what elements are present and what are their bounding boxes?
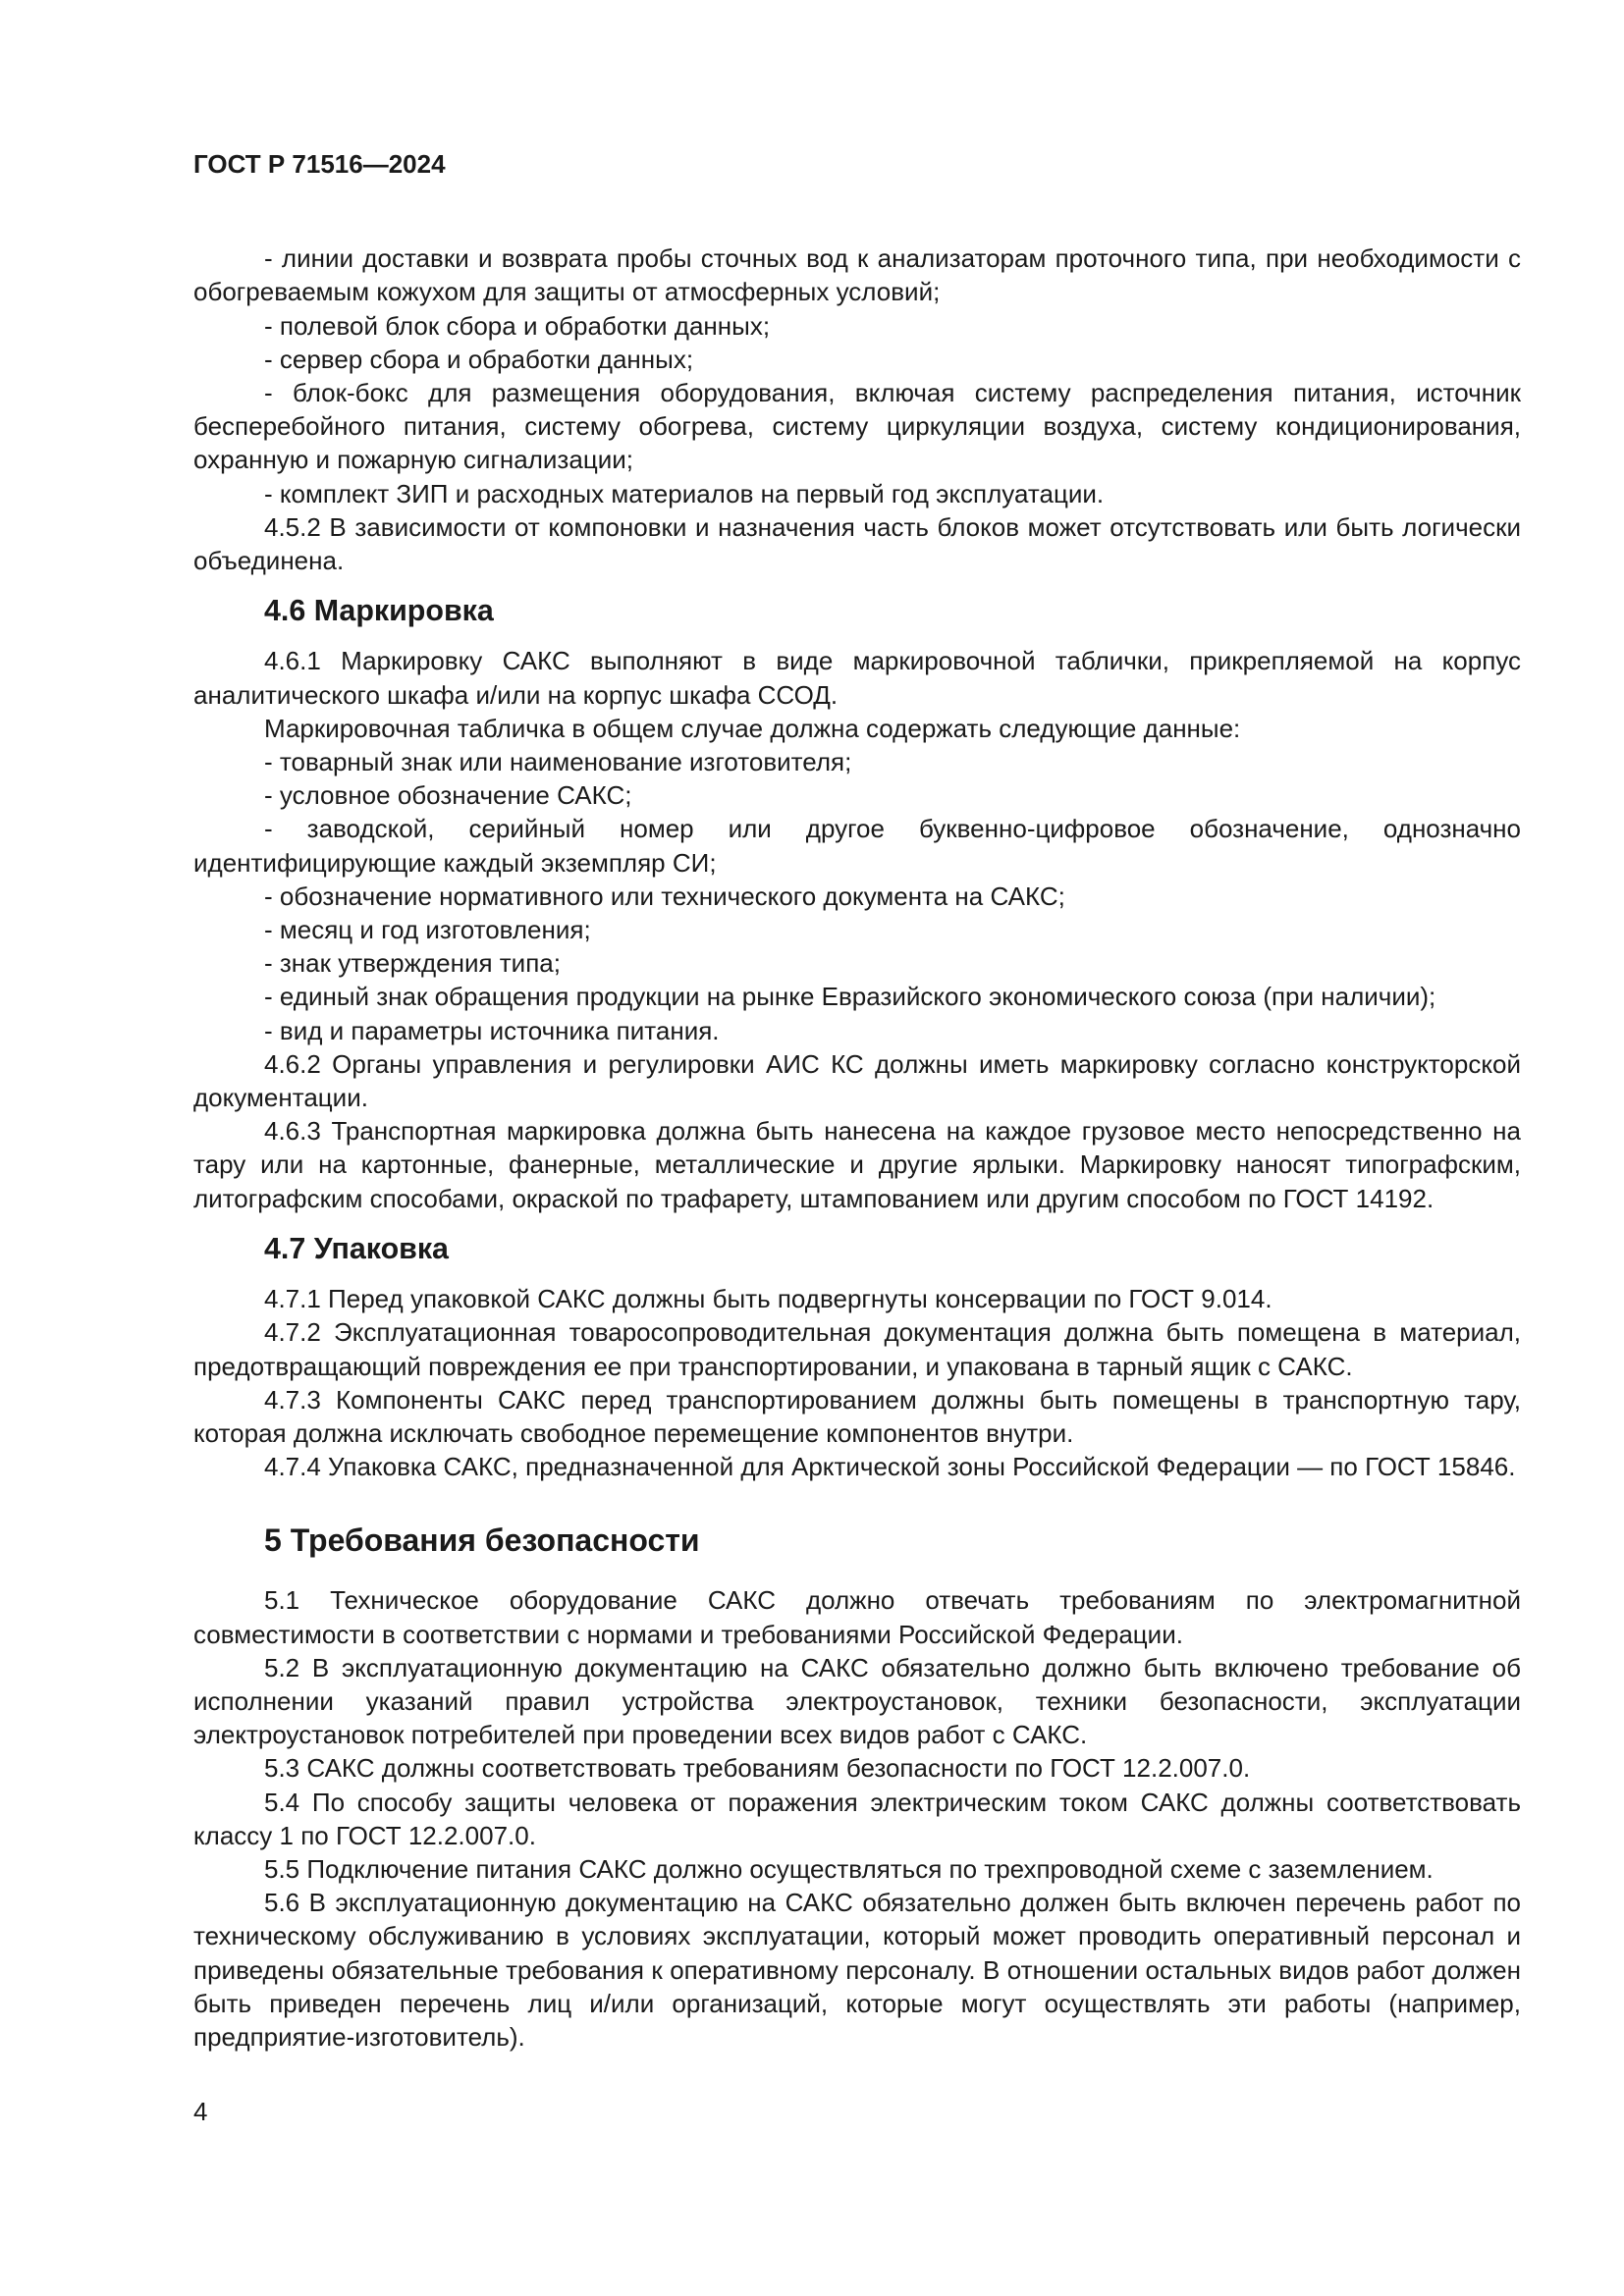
document-code: ГОСТ Р 71516—2024 [193, 149, 446, 179]
paragraph-4-6-3: 4.6.3 Транспортная маркировка должна быть нанесена на каждое грузовое место непосредственно на тару или на картонные, фанерные, металлические и другие ярлыки. Маркировку наносят типографским, литографским способами, окраской по трафарету, штампованием или другим способом по ГОСТ 14192. [193, 1116, 1521, 1213]
list-item: - полевой блок сбора и обработки данных; [264, 310, 771, 341]
list-item: - обозначение нормативного или технического документа на САКС; [264, 881, 1065, 911]
paragraph: Маркировочная табличка в общем случае должна содержать следующие данные: [264, 713, 1241, 743]
paragraph-5-2: 5.2 В эксплуатационную документацию на САКС обязательно должно быть включено требование об исполнении указаний правил устройства электроустановок, техники безопасности, эксплуатации электроустановок потребителей при проведении всех видов работ с САКС. [193, 1652, 1521, 1750]
paragraph-5-1: 5.1 Техническое оборудование САКС должно отвечать требованиям по электромагнитной совместимости в соответствии с нормами и требованиями Российской Федерации. [193, 1585, 1521, 1649]
subsection-heading-4-7: 4.7 Упаковка [264, 1231, 449, 1265]
paragraph-4-7-4: 4.7.4 Упаковка САКС, предназначенной для Арктической зоны Российской Федерации — по ГОСТ 15846. [264, 1452, 1516, 1482]
paragraph-4-7-3: 4.7.3 Компоненты САКС перед транспортированием должны быть помещены в транспортную тару, которая должна исключать свободное перемещение компонентов внутри. [193, 1384, 1521, 1448]
list-item: - комплект ЗИП и расходных материалов на первый год эксплуатации. [264, 478, 1105, 508]
section-heading-5: 5 Требования безопасности [264, 1522, 700, 1559]
list-item: - сервер сбора и обработки данных; [264, 344, 694, 374]
paragraph-5-6: 5.6 В эксплуатационную документацию на САКС обязательно должен быть включен перечень работ по техническому обслуживанию в условиях эксплуатации, который может проводить оперативный персонал и приведены обязательные требования к оперативному персоналу. В отношении остальных видов работ должен быть приведен перечень лиц и/или организаций, которые могут осуществлять эти работы (например, предприятие-изготовитель). [193, 1888, 1521, 2052]
paragraph-4-7-1: 4.7.1 Перед упаковкой САКС должны быть подвергнуты консервации по ГОСТ 9.014. [264, 1284, 1272, 1314]
list-item: - месяц и год изготовления; [264, 915, 591, 945]
list-item: - единый знак обращения продукции на рынке Евразийского экономического союза (при наличии); [264, 982, 1436, 1012]
paragraph-5-5: 5.5 Подключение питания САКС должно осуществляться по трехпроводной схеме с заземлением. [264, 1853, 1434, 1884]
paragraph-4-6-2: 4.6.2 Органы управления и регулировки АИС КС должны иметь маркировку согласно конструкторской документации. [193, 1048, 1521, 1113]
paragraph-4-5-2: 4.5.2 В зависимости от компоновки и назначения часть блоков может отсутствовать или быть логически объединена. [193, 511, 1521, 576]
document-page [193, 147, 1521, 2054]
subsection-4-7 [193, 1282, 1521, 1483]
page-number: 4 [193, 2097, 208, 2126]
paragraph-4-6-1: 4.6.1 Маркировку САКС выполняют в виде маркировочной таблички, прикрепляемой на корпус аналитического шкафа и/или на корпус шкафа ССОД. [193, 646, 1521, 710]
subsection-heading-4-6: 4.6 Маркировка [264, 594, 494, 628]
list-item: - знак утверждения типа; [264, 948, 561, 979]
list-item: - условное обозначение САКС; [264, 780, 632, 811]
list-item: - вид и параметры источника питания. [264, 1015, 720, 1045]
list-item: - линии доставки и возврата пробы сточных вод к анализаторам проточного типа, при необходимости с обогреваемым кожухом для защиты от атмосферных условий; [193, 243, 1521, 307]
subsection-4-6 [193, 644, 1521, 1214]
section-5 [193, 1583, 1521, 2054]
paragraph-4-7-2: 4.7.2 Эксплуатационная товаросопроводительная документация должна быть помещена в материал, предотвращающий повреждения ее при транспортировании, и упакована в тарный ящик с САКС. [193, 1317, 1521, 1381]
paragraph-5-4: 5.4 По способу защиты человека от поражения электрическим током САКС должны соответствовать классу 1 по ГОСТ 12.2.007.0. [193, 1787, 1521, 1850]
list-item: - заводской, серийный номер или другое буквенно-цифровое обозначение, однозначно идентифицирующие каждый экземпляр СИ; [193, 814, 1521, 878]
paragraph-5-3: 5.3 САКС должны соответствовать требованиям безопасности по ГОСТ 12.2.007.0. [264, 1753, 1251, 1784]
list-item: - товарный знак или наименование изготовителя; [264, 747, 852, 777]
list-item: - блок-бокс для размещения оборудования, включая систему распределения питания, источник бесперебойного питания, систему обогрева, систему циркуляции воздуха, систему кондиционирования, охранную и пожарную сигнализации; [193, 378, 1521, 475]
equipment-list [193, 241, 1521, 577]
